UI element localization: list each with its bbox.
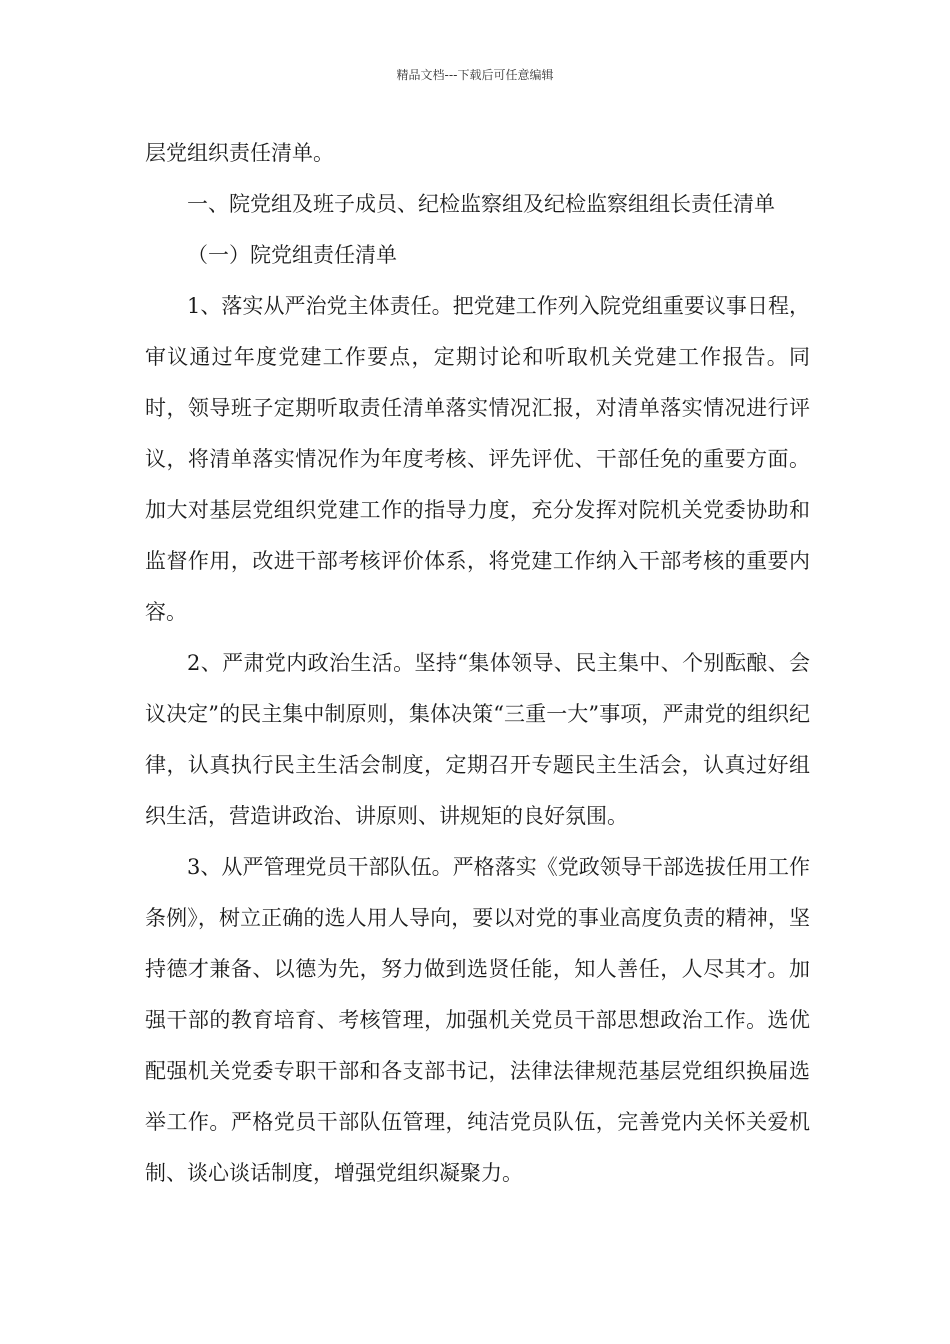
- paragraph-item-3: 3、从严管理党员干部队伍。严格落实《党政领导干部选拔任用工作条例》，树立正确的选人用人导向，要以对党的事业高度负责的精神，坚持德才兼备、以德为先，努力做到选贤任能，知人善任，人尽其才。加强干部的教育培育、考核管理，加强机关党员干部思想政治工作。选优配强机关党委专职干部和各支部书记，法律法律规范基层党组织换届选举工作。严格党员干部队伍管理，纯洁党员队伍，完善党内关怀关爱机制、谈心谈话制度，增强党组织凝聚力。: [145, 855, 810, 1185]
- page-header: 精品文档---下载后可任意编辑: [396, 68, 554, 82]
- section-heading: 一、院党组及班子成员、纪检监察组及纪检监察组组长责任清单: [187, 192, 775, 216]
- paragraph-item-2: 2、严肃党内政治生活。坚持“集体领导、民主集中、个别酝酿、会议决定”的民主集中制原则，集体决策“三重一大”事项，严肃党的组织纪律，认真执行民主生活会制度，定期召开专题民主生活会，认真过好组织生活，营造讲政治、讲原则、讲规矩的良好氛围。: [145, 651, 810, 828]
- paragraph-item-1: 1、落实从严治党主体责任。把党建工作列入院党组重要议事日程，审议通过年度党建工作要点，定期讨论和听取机关党建工作报告。同时，领导班子定期听取责任清单落实情况汇报，对清单落实情况进行评议，将清单落实情况作为年度考核、评先评优、干部任免的重要方面。加大对基层党组织党建工作的指导力度，充分发挥对院机关党委协助和监督作用，改进干部考核评价体系，将党建工作纳入干部考核的重要内容。: [145, 294, 810, 624]
- paragraph-continuation: 层党组织责任清单。: [145, 141, 334, 165]
- document-body: [145, 128, 810, 1199]
- subsection-heading: （一）院党组责任清单: [187, 243, 397, 267]
